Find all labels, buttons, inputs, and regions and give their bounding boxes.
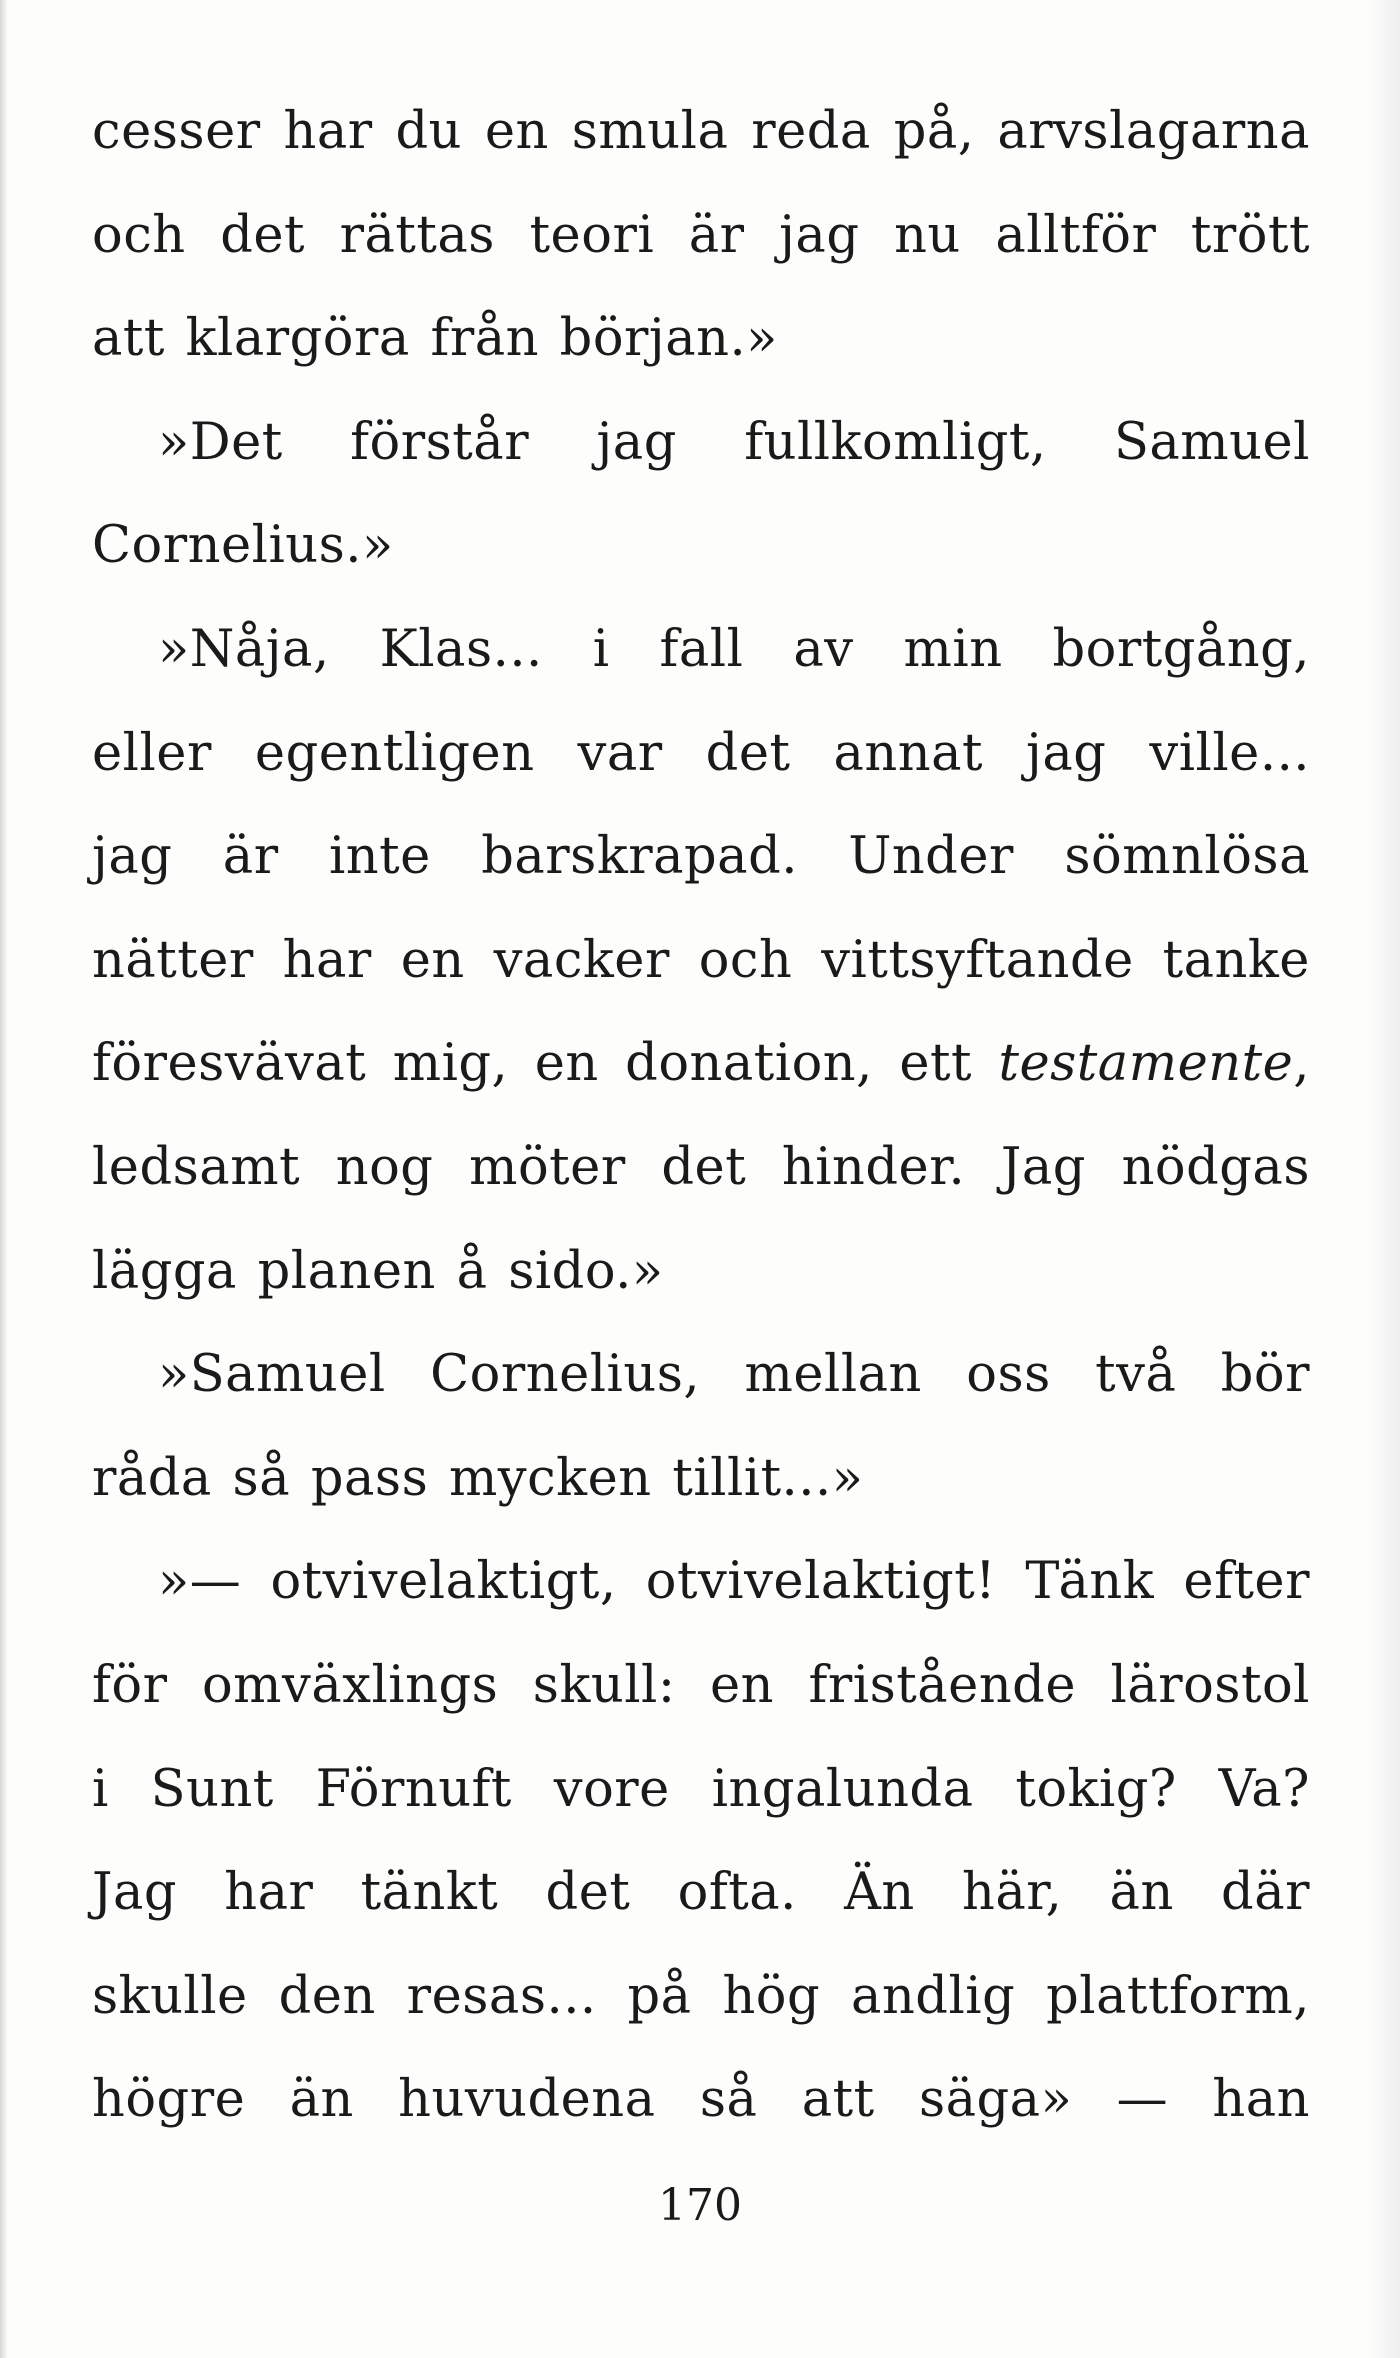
text-line: Jag har tänkt det ofta. Än här, än där <box>92 1863 1310 1923</box>
text-line <box>92 1028 1310 1132</box>
page-number: 170 <box>658 2180 742 2231</box>
text-line: »— otvivelaktigt, otvivelaktigt! Tänk efter <box>158 1552 1310 1612</box>
text-line: Cornelius.» <box>92 516 394 576</box>
text-line: lägga planen å sido.» <box>92 1241 664 1301</box>
text-line: ledsamt nog möter det hinder. Jag nödgas <box>92 1137 1310 1197</box>
text-line: för omväxlings skull: en fristående lärostol <box>92 1655 1310 1715</box>
text-segment: , <box>1293 1034 1310 1094</box>
italic-word: testamente <box>998 1034 1294 1094</box>
text-line: cesser har du en smula reda på, arvslagarna <box>92 102 1310 161</box>
text-line: »Samuel Cornelius, mellan oss två bör <box>158 1345 1310 1405</box>
text-line: högre än huvudena så att säga» — han <box>92 2070 1310 2130</box>
text-line: råda så pass mycken tillit...» <box>92 1448 864 1508</box>
text-line: att klargöra från början.» <box>92 309 778 369</box>
page-left-shadow <box>0 0 8 2358</box>
text-line: och det rättas teori är jag nu alltför trött <box>92 205 1310 265</box>
page-right-shadow <box>1370 0 1400 2358</box>
text-line: nätter har en vacker och vittsyftande tanke <box>92 930 1310 990</box>
text-line: jag är inte barskrapad. Under sömnlösa <box>92 827 1310 887</box>
text-line: »Nåja, Klas... i fall av min bortgång, <box>158 619 1310 679</box>
body-text <box>92 96 1310 2168</box>
text-line: eller egentligen var det annat jag ville... <box>92 723 1310 783</box>
text-segment: föresvävat mig, en donation, ett <box>92 1034 999 1094</box>
text-line: i Sunt Förnuft vore ingalunda tokig? Va? <box>92 1759 1310 1819</box>
text-line: »Det förstår jag fullkomligt, Samuel <box>158 412 1310 472</box>
text-line: skulle den resas... på hög andlig plattform, <box>92 1966 1310 2026</box>
